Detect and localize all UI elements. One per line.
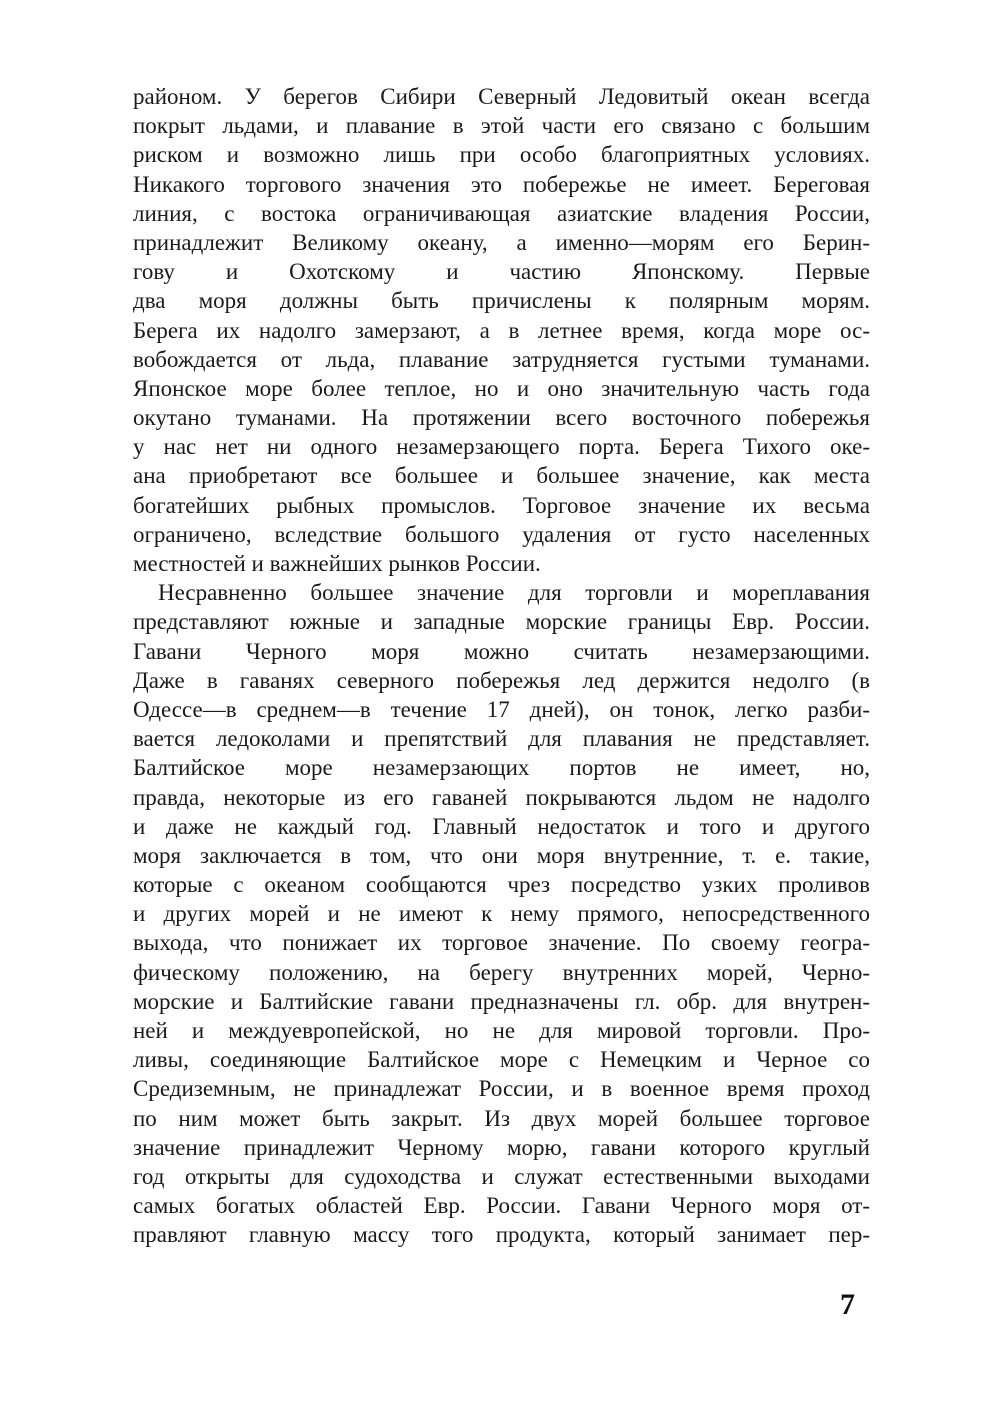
text-line: Берега их надолго замерзают, а в летнее время, когда море ос- <box>133 317 870 343</box>
text-line: и других морей и не имеют к нему прямого, непосредственного <box>133 901 870 927</box>
text-line: год открыты для судоходства и служат естественными выходами <box>133 1163 870 1189</box>
text-line: богатейших рыбных промыслов. Торговое значение их весьма <box>133 492 870 518</box>
body-text <box>133 82 870 1250</box>
text-line: два моря должны быть причислены к полярным морям. <box>133 288 870 314</box>
text-line: Никакого торгового значения это побережье не имеет. Береговая <box>133 171 870 197</box>
text-line: вобождается от льда, плавание затрудняется густыми туманами. <box>133 346 870 372</box>
text-line: которые с океаном сообщаются чрез посредство узких проливов <box>133 872 870 898</box>
text-line: Несравненно большее значение для торговли и мореплавания <box>158 580 870 606</box>
text-line: и даже не каждый год. Главный недостаток и того и другого <box>133 813 870 839</box>
text-line: по ним может быть закрыт. Из двух морей большее торговое <box>133 1105 870 1131</box>
text-line: ана приобретают все большее и большее значение, как места <box>133 463 870 489</box>
text-line: окутано туманами. На протяжении всего восточного побережья <box>133 405 870 431</box>
text-line: линия, с востока ограничивающая азиатские владения России, <box>133 200 870 226</box>
text-line: гову и Охотскому и частию Японскому. Первые <box>133 259 870 285</box>
paragraph-1 <box>133 82 870 578</box>
text-line: Японское море более теплое, но и оно значительную часть года <box>133 375 870 401</box>
text-line: правляют главную массу того продукта, который занимает пер- <box>133 1222 870 1248</box>
text-line: Средиземным, не принадлежат России, и в военное время проход <box>133 1076 870 1102</box>
text-line: ливы, соединяющие Балтийское море с Немецким и Черное со <box>133 1047 870 1073</box>
text-line: принадлежит Великому океану, а именно—морям его Берин- <box>133 229 870 255</box>
text-line: Гавани Черного моря можно считать незамерзающими. <box>133 638 870 664</box>
text-line: значение принадлежит Черному морю, гавани которого круглый <box>133 1134 870 1160</box>
text-line: выхода, что понижает их торговое значение. По своему геогра- <box>133 930 870 956</box>
text-line: районом. У берегов Сибири Северный Ледовитый океан всегда <box>133 84 870 109</box>
text-line: местностей и важнейших рынков России. <box>133 551 541 576</box>
text-line: правда, некоторые из его гаваней покрываются льдом не надолго <box>133 784 870 810</box>
paragraph-2 <box>133 578 870 1249</box>
text-line: покрыт льдами, и плавание в этой части его связано с большим <box>133 113 870 139</box>
text-line: Даже в гаванях северного побережья лед держится недолго (в <box>133 667 870 693</box>
text-line: Балтийское море незамерзающих портов не имеет, но, <box>133 755 870 781</box>
text-line: риском и возможно лишь при особо благоприятных условиях. <box>133 142 870 168</box>
text-line: представляют южные и западные морские границы Евр. России. <box>133 609 870 635</box>
text-line: самых богатых областей Евр. России. Гавани Черного моря от- <box>133 1193 870 1219</box>
text-line: ней и междуевропейской, но не для мировой торговли. Про- <box>133 1018 870 1043</box>
text-line: моря заключается в том, что они моря внутренние, т. е. такие, <box>133 842 870 868</box>
text-line: вается ледоколами и препятствий для плавания не представляет. <box>133 726 870 752</box>
text-line: фическому положению, на берегу внутренних морей, Черно- <box>133 959 870 985</box>
page-number: 7 <box>840 1288 855 1321</box>
text-line: ограничено, вследствие большого удаления от густо населенных <box>133 521 870 547</box>
text-line: морские и Балтийские гавани предназначены гл. обр. для внутрен- <box>133 988 870 1014</box>
text-line: Одессе—в среднем—в течение 17 дней), он тонок, легко разби- <box>133 696 870 722</box>
text-line: у нас нет ни одного незамерзающего порта. Берега Тихого оке- <box>133 434 870 460</box>
